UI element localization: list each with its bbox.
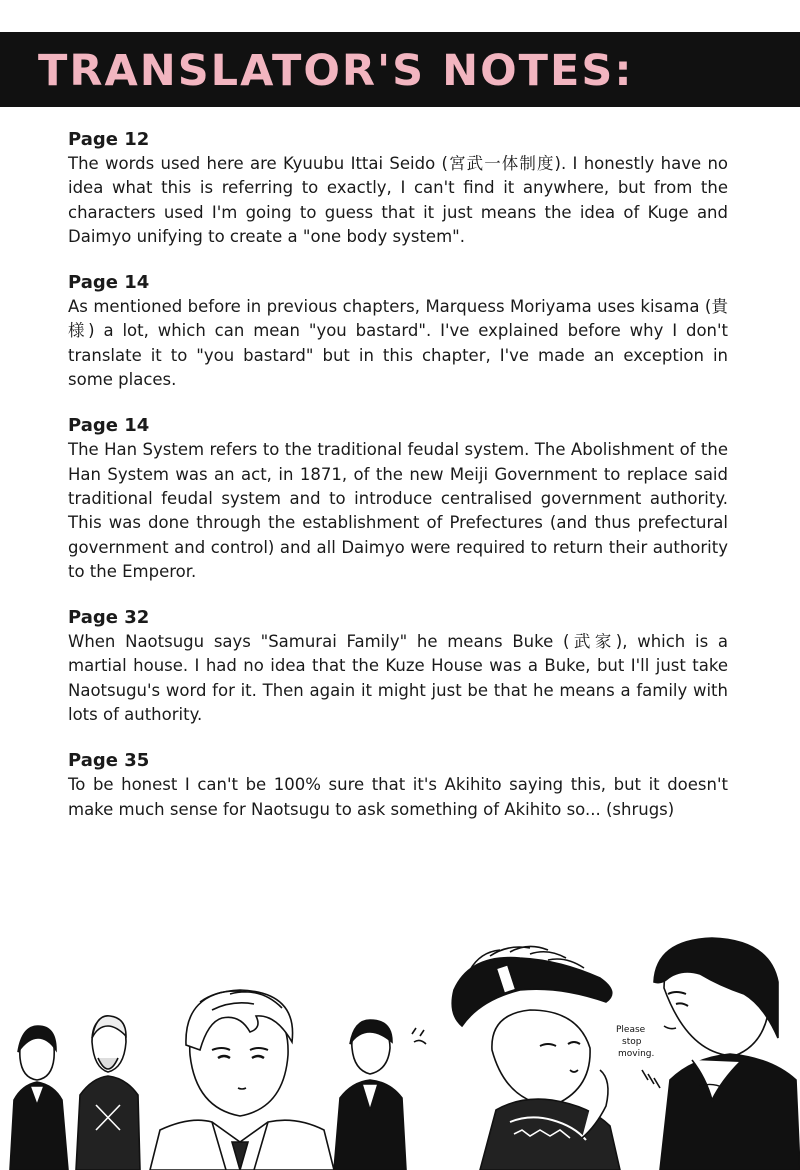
notes-list [68,128,728,844]
figure-man-in-bicorne [452,946,620,1170]
figure-dark-haired-man [654,938,800,1170]
speech-bubble-line-1: Please [616,1025,646,1035]
page-title: TRANSLATOR'S NOTES: [38,46,634,96]
figure-young-man [150,990,334,1170]
sweat-marks [412,1028,426,1044]
note-text: As mentioned before in previous chapters, Marquess Moriyama uses kisama (貴様) a lot, which can mean "you bastard". I've explained before why I don't translate it to "you bastard" but in this chapter, I've made an exception in some places. [68,297,728,390]
manga-illustration [0,930,800,1170]
figure-man-left [10,1026,68,1170]
note-heading: Page 14 [68,272,150,294]
figure-man-center [334,1020,406,1170]
note-item [68,749,728,822]
note-heading: Page 12 [68,129,150,150]
note-text: The Han System refers to the traditional feudal system. The Abolishment of the Han System was an act, in 1871, of the new Meiji Government to replace said traditional feudal system and to introduce centralised government authority. This was done through the establishment of Prefectures (and thus prefectural government and control) and all Daimyo were required to return their authority to the Emperor. [68,440,728,581]
note-text: To be honest I can't be 100% sure that it's Akihito saying this, but it doesn't make much sense for Naotsugu to ask something of Akihito so... (shrugs) [68,775,728,819]
note-text: The words used here are Kyuubu Ittai Seido (宮武一体制度). I honestly have no idea what this is referring to exactly, I can't find it anywhere, but from the characters used I'm going to guess that it just means the idea of Kuge and Daimyo unifying to create a "one body system". [68,154,728,246]
note-heading: Page 32 [68,607,150,629]
speech-bubble-line-3: moving. [618,1049,655,1059]
note-item [68,414,728,584]
speech-bubble-line-2: stop [622,1037,642,1047]
figure-old-man [76,1016,140,1170]
motion-lines [642,1070,660,1088]
note-item [68,606,728,727]
note-heading: Page 14 [68,415,150,437]
note-item [68,271,728,392]
note-heading: Page 35 [68,750,150,772]
note-item [68,128,728,249]
note-text: When Naotsugu says "Samurai Family" he means Buke (武家), which is a martial house. I had no idea that the Kuze House was a Buke, but I'll just take Naotsugu's word for it. Then again it might just be that he means a family with lots of authority. [68,632,728,725]
